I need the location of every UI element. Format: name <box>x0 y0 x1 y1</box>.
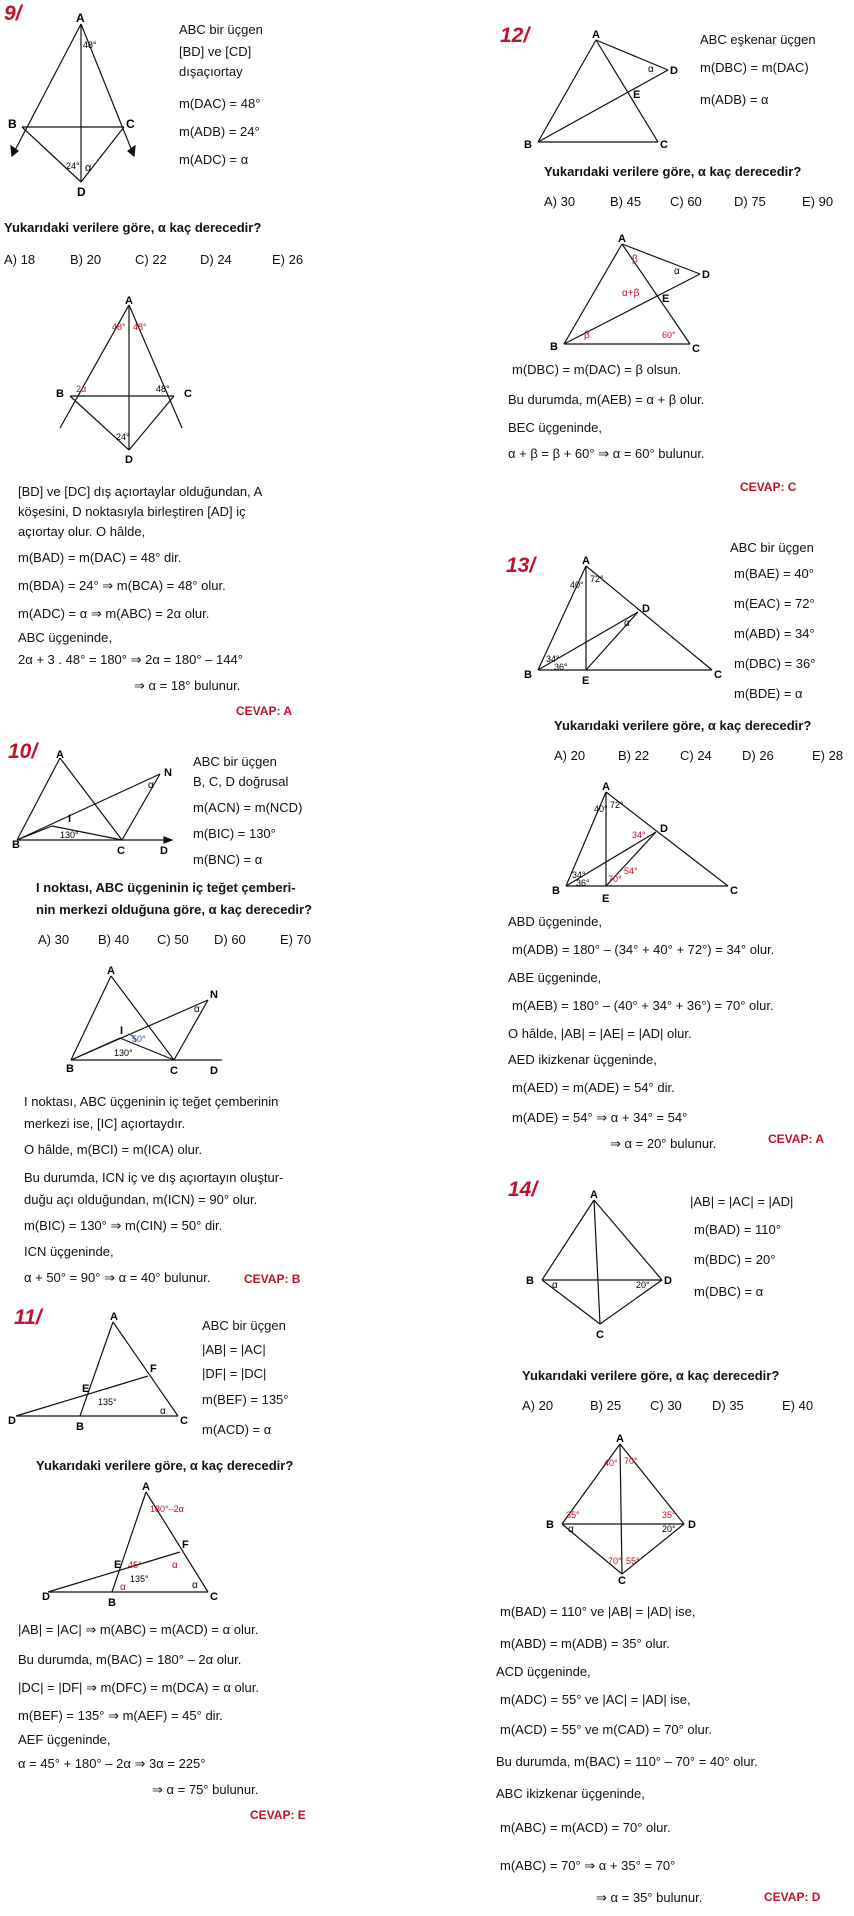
q13-given-5: m(DBC) = 36° <box>734 656 816 671</box>
angle-24: 24° <box>66 161 80 171</box>
q12-given-3: m(ADB) = α <box>700 92 769 107</box>
label-a: A <box>125 295 133 307</box>
label-d: D <box>125 454 133 466</box>
q11-given-4: m(BEF) = 135° <box>202 1392 289 1407</box>
q9-solution-3: açıortay olur. O hâlde, <box>18 524 146 539</box>
label-n: N <box>164 767 172 779</box>
angle-40: 40° <box>604 1458 618 1468</box>
label-d: D <box>42 1591 50 1603</box>
q14-given-1: |AB| = |AC| = |AD| <box>690 1194 794 1209</box>
angle-24: 24° <box>116 432 130 442</box>
q12-given-1: ABC eşkenar üçgen <box>700 32 816 47</box>
angle-72: 72° <box>590 574 604 584</box>
label-c: C <box>692 343 700 355</box>
q12-figure <box>520 30 680 150</box>
angle-70-c: 70° <box>608 1556 622 1566</box>
label-a: A <box>582 555 590 567</box>
q9-option-a: A) 18 <box>4 252 36 267</box>
q13-solution-figure <box>552 782 742 906</box>
q14-question: Yukarıdaki verilere göre, α kaç derecedir? <box>522 1368 780 1383</box>
label-b: B <box>66 1063 74 1075</box>
q10-given-5: m(BNC) = α <box>193 852 263 867</box>
q9-option-c: C) 22 <box>135 252 167 267</box>
angle-20: 20° <box>636 1280 650 1290</box>
label-b: B <box>526 1275 534 1287</box>
angle-135: 135° <box>98 1397 117 1407</box>
q9-given-6: m(ADC) = α <box>179 152 249 167</box>
q13-solution-6: AED ikizkenar üçgeninde, <box>508 1052 657 1067</box>
label-c: C <box>117 845 125 857</box>
q14-option-a: A) 20 <box>522 1398 554 1413</box>
q14-option-d: D) 35 <box>712 1398 744 1413</box>
label-a: A <box>602 781 610 793</box>
angle-50: 50° <box>132 1034 146 1044</box>
label-c: C <box>596 1329 604 1341</box>
q9-option-e: E) 26 <box>272 252 304 267</box>
label-d: D <box>210 1065 218 1077</box>
q10-option-d: D) 60 <box>214 932 246 947</box>
q13-option-e: E) 28 <box>812 748 844 763</box>
q9-given-4: m(DAC) = 48° <box>179 96 261 111</box>
q11-solution-4: m(BEF) = 135° ⇒ m(AEF) = 45° dir. <box>18 1708 223 1723</box>
label-d: D <box>642 603 650 615</box>
q11-given-5: m(ACD) = α <box>202 1422 272 1437</box>
label-b: B <box>108 1597 116 1609</box>
angle-35-b: 35° <box>566 1510 580 1520</box>
q13-solution-4: m(AEB) = 180° – (40° + 34° + 36°) = 70° olur. <box>512 998 774 1013</box>
label-c: C <box>660 139 668 151</box>
question-number-11: 11/ <box>14 1306 42 1329</box>
q11-solution-3: |DC| = |DF| ⇒ m(DFC) = m(DCA) = α olur. <box>18 1680 260 1695</box>
label-e: E <box>602 893 610 905</box>
angle-45: 45° <box>128 1560 142 1570</box>
question-number-9: 9/ <box>4 2 22 25</box>
q11-given-3: |DF| = |DC| <box>202 1366 267 1381</box>
angle-48: 48° <box>83 40 97 50</box>
angle-alpha: α <box>194 1004 200 1015</box>
label-d: D <box>702 269 710 281</box>
q11-solution-7: ⇒ α = 75° bulunur. <box>152 1782 259 1797</box>
q13-given-1: ABC bir üçgen <box>730 540 814 555</box>
question-number-12: 12/ <box>500 24 530 47</box>
label-a: A <box>110 1311 118 1323</box>
q14-solution-9: m(ABC) = 70° ⇒ α + 35° = 70° <box>500 1858 676 1873</box>
angle-70-a: 70° <box>624 1456 638 1466</box>
angle-20: 20° <box>662 1524 676 1534</box>
angle-alpha-f: α <box>172 1560 178 1571</box>
label-a: A <box>142 1481 150 1493</box>
angle-36: 36° <box>576 878 590 888</box>
q9-solution-8: 2α + 3 . 48° = 180° ⇒ 2α = 180° – 144° <box>18 652 243 667</box>
q9-solution-figure <box>54 295 214 470</box>
label-b: B <box>524 139 532 151</box>
q11-given-1: ABC bir üçgen <box>202 1318 286 1333</box>
question-number-10: 10/ <box>8 740 38 763</box>
q11-given-2: |AB| = |AC| <box>202 1342 266 1357</box>
angle-alpha: α <box>568 1524 574 1535</box>
q9-solution-2: köşesini, D noktasıyla birleştiren [AD] iç <box>18 504 246 519</box>
label-i: I <box>68 813 72 825</box>
q10-solution-2: merkezi ise, [IC] açıortaydır. <box>24 1116 186 1131</box>
label-i: I <box>120 1025 124 1037</box>
q10-option-e: E) 70 <box>280 932 312 947</box>
label-a: A <box>76 11 85 25</box>
q14-solution-7: ABC ikizkenar üçgeninde, <box>496 1786 645 1801</box>
label-c: C <box>126 117 135 131</box>
q9-figure <box>6 11 166 204</box>
label-d: D <box>664 1275 672 1287</box>
angle-alpha: α <box>160 1406 166 1417</box>
q9-solution-5: m(BDA) = 24° ⇒ m(BCA) = 48° olur. <box>18 578 226 593</box>
label-d: D <box>8 1415 16 1427</box>
label-e: E <box>114 1559 122 1571</box>
label-d: D <box>77 185 86 199</box>
q14-given-2: m(BAD) = 110° <box>694 1222 781 1237</box>
angle-55: 55° <box>626 1556 640 1566</box>
label-c: C <box>184 388 192 400</box>
q13-option-c: C) 24 <box>680 748 712 763</box>
q14-solution-1: m(BAD) = 110° ve |AB| = |AD| ise, <box>500 1604 696 1619</box>
angle-34-d: 34° <box>632 830 646 840</box>
label-a: A <box>590 1189 598 1201</box>
q13-option-b: B) 22 <box>618 748 650 763</box>
q13-solution-9: ⇒ α = 20° bulunur. <box>610 1136 717 1151</box>
label-d: D <box>688 1519 696 1531</box>
q14-solution-8: m(ABC) = m(ACD) = 70° olur. <box>500 1820 671 1835</box>
q10-given-1: ABC bir üçgen <box>193 754 277 769</box>
q14-solution-figure <box>546 1433 706 1587</box>
q9-question: Yukarıdaki verilere göre, α kaç derecedir? <box>4 220 262 235</box>
q14-figure <box>526 1190 686 1340</box>
q9-solution-1: [BD] ve [DC] dış açıortaylar olduğundan, A <box>18 484 263 499</box>
q14-option-e: E) 40 <box>782 1398 814 1413</box>
q14-option-c: C) 30 <box>650 1398 682 1413</box>
label-n: N <box>210 989 218 1001</box>
q10-solution-7: ICN üçgeninde, <box>24 1244 114 1259</box>
q13-given-2: m(BAE) = 40° <box>734 566 814 581</box>
angle-70: 70° <box>608 874 622 884</box>
q9-given-5: m(ADB) = 24° <box>179 124 260 139</box>
q12-given-2: m(DBC) = m(DAC) <box>700 60 809 75</box>
q11-solution-2: Bu durumda, m(BAC) = 180° – 2α olur. <box>18 1652 242 1667</box>
q13-option-d: D) 26 <box>742 748 774 763</box>
label-a: A <box>618 233 626 245</box>
q10-option-c: C) 50 <box>157 932 189 947</box>
label-d: D <box>660 823 668 835</box>
angle-alpha: α <box>148 780 154 791</box>
q13-question: Yukarıdaki verilere göre, α kaç derecedir? <box>554 718 812 733</box>
q12-solution-3: BEC üçgeninde, <box>508 420 602 435</box>
q12-solution-4: α + β = β + 60° ⇒ α = 60° bulunur. <box>508 446 705 461</box>
q9-solution-6: m(ADC) = α ⇒ m(ABC) = 2α olur. <box>18 606 210 621</box>
q9-given-2: [BD] ve [CD] <box>179 44 252 59</box>
angle-34: 34° <box>572 870 586 880</box>
q10-solution-3: O hâlde, m(BCI) = m(ICA) olur. <box>24 1142 203 1157</box>
q10-given-2: B, C, D doğrusal <box>193 774 289 789</box>
q9-answer: CEVAP: A <box>236 704 293 718</box>
q9-solution-9: ⇒ α = 18° bulunur. <box>134 678 241 693</box>
angle-40: 40° <box>594 804 608 814</box>
q13-solution-1: ABD üçgeninde, <box>508 914 602 929</box>
q10-solution-6: m(BIC) = 130° ⇒ m(CIN) = 50° dir. <box>24 1218 223 1233</box>
label-c: C <box>618 1575 626 1587</box>
label-e: E <box>82 1383 90 1395</box>
q13-given-4: m(ABD) = 34° <box>734 626 815 641</box>
q10-solution-4: Bu durumda, ICN iç ve dış açıortayın oluştur- <box>24 1170 284 1185</box>
q14-solution-2: m(ABD) = m(ADB) = 35° olur. <box>500 1636 670 1651</box>
q12-option-c: C) 60 <box>670 194 702 209</box>
label-a: A <box>56 749 64 761</box>
label-f: F <box>150 1363 157 1375</box>
q14-given-4: m(DBC) = α <box>694 1284 764 1299</box>
q14-solution-4: m(ADC) = 55° ve |AC| = |AD| ise, <box>500 1692 691 1707</box>
q10-option-a: A) 30 <box>38 932 70 947</box>
q12-option-b: B) 45 <box>610 194 642 209</box>
label-b: B <box>552 885 560 897</box>
label-b: B <box>546 1519 554 1531</box>
angle-48-right: 48° <box>133 322 147 332</box>
angle-60: 60° <box>662 330 676 340</box>
angle-2a: 2α <box>76 384 87 394</box>
q10-solution-figure <box>66 965 236 1080</box>
angle-alpha: α <box>85 162 92 174</box>
q13-given-3: m(EAC) = 72° <box>734 596 815 611</box>
q14-solution-10: ⇒ α = 35° bulunur. <box>596 1890 703 1905</box>
q9-given-3: dışaçıortay <box>179 64 243 79</box>
question-number-14: 14/ <box>508 1178 538 1201</box>
q12-answer: CEVAP: C <box>740 480 797 494</box>
label-c: C <box>180 1415 188 1427</box>
angle-alpha: α <box>674 266 680 277</box>
q14-solution-3: ACD üçgeninde, <box>496 1664 591 1679</box>
q13-answer: CEVAP: A <box>768 1132 825 1146</box>
q9-given-1: ABC bir üçgen <box>179 22 263 37</box>
angle-beta-b: β <box>584 330 590 341</box>
q12-solution-2: Bu durumda, m(AEB) = α + β olur. <box>508 392 705 407</box>
label-c: C <box>210 1591 218 1603</box>
q12-option-e: E) 90 <box>802 194 834 209</box>
label-a: A <box>616 1433 624 1445</box>
question-number-13: 13/ <box>506 554 536 577</box>
q14-option-b: B) 25 <box>590 1398 622 1413</box>
q9-option-b: B) 20 <box>70 252 102 267</box>
q10-given-3: m(ACN) = m(NCD) <box>193 800 303 815</box>
q14-given-3: m(BDC) = 20° <box>694 1252 776 1267</box>
angle-40: 40° <box>570 580 584 590</box>
angle-48-c: 48° <box>156 384 170 394</box>
angle-130: 130° <box>114 1048 133 1058</box>
angle-130: 130° <box>60 830 79 840</box>
angle-alpha: α <box>648 64 654 75</box>
q13-figure <box>520 552 730 687</box>
label-b: B <box>56 388 64 400</box>
label-e: E <box>662 293 670 305</box>
q10-question-2: nin merkezi olduğuna göre, α kaç derecedir? <box>36 902 313 917</box>
q12-option-d: D) 75 <box>734 194 766 209</box>
angle-alpha: α <box>624 618 630 629</box>
angle-alpha-b: α <box>120 1582 126 1593</box>
q11-solution-figure <box>42 1481 232 1609</box>
angle-36: 36° <box>554 662 568 672</box>
label-c: C <box>170 1065 178 1077</box>
label-d: D <box>670 65 678 77</box>
angle-135: 135° <box>130 1574 149 1584</box>
angle-72: 72° <box>610 800 624 810</box>
q11-solution-5: AEF üçgeninde, <box>18 1732 111 1747</box>
q9-solution-7: ABC üçgeninde, <box>18 630 112 645</box>
q10-solution-8: α + 50° = 90° ⇒ α = 40° bulunur. <box>24 1270 211 1285</box>
q13-option-a: A) 20 <box>554 748 586 763</box>
angle-alpha-beta: α+β <box>622 288 640 299</box>
q13-solution-2: m(ADB) = 180° – (34° + 40° + 72°) = 34° olur. <box>512 942 775 957</box>
label-b: B <box>8 117 17 131</box>
q10-question-1: I noktası, ABC üçgeninin iç teğet çemberi- <box>36 880 296 895</box>
label-e: E <box>633 89 641 101</box>
q12-question: Yukarıdaki verilere göre, α kaç derecedir? <box>544 164 802 179</box>
q12-solution-figure <box>550 234 720 356</box>
angle-54: 54° <box>624 866 638 876</box>
angle-alpha: α <box>552 1280 558 1291</box>
q13-solution-7: m(AED) = m(ADE) = 54° dir. <box>512 1080 675 1095</box>
q14-solution-5: m(ACD) = 55° ve m(CAD) = 70° olur. <box>500 1722 712 1737</box>
label-c: C <box>730 885 738 897</box>
q12-option-a: A) 30 <box>544 194 576 209</box>
q10-given-4: m(BIC) = 130° <box>193 826 276 841</box>
q9-option-d: D) 24 <box>200 252 232 267</box>
label-c: C <box>714 669 722 681</box>
label-b: B <box>76 1421 84 1433</box>
label-b: B <box>550 341 558 353</box>
label-d: D <box>160 845 168 857</box>
q11-figure <box>8 1311 188 1433</box>
label-e: E <box>582 675 590 687</box>
q9-solution-4: m(BAD) = m(DAC) = 48° dir. <box>18 550 182 565</box>
angle-48-left: 48° <box>112 322 126 332</box>
q10-option-b: B) 40 <box>98 932 130 947</box>
q11-answer: CEVAP: E <box>250 1808 306 1822</box>
angle-180-2a: 180°–2α <box>150 1504 184 1514</box>
q11-solution-1: |AB| = |AC| ⇒ m(ABC) = m(ACD) = α olur. <box>18 1622 259 1637</box>
label-a: A <box>107 965 115 977</box>
q11-solution-6: α = 45° + 180° – 2α ⇒ 3α = 225° <box>18 1756 206 1771</box>
angle-beta-a: β <box>632 254 638 265</box>
q14-solution-6: Bu durumda, m(BAC) = 110° – 70° = 40° olur. <box>496 1754 758 1769</box>
label-f: F <box>182 1539 189 1551</box>
q10-solution-1: I noktası, ABC üçgeninin iç teğet çemberinin <box>24 1094 279 1109</box>
q10-answer: CEVAP: B <box>244 1272 301 1286</box>
angle-34: 34° <box>546 654 560 664</box>
label-b: B <box>12 839 20 851</box>
q10-solution-5: duğu açı olduğundan, m(ICN) = 90° olur. <box>24 1192 258 1207</box>
q13-solution-8: m(ADE) = 54° ⇒ α + 34° = 54° <box>512 1110 688 1125</box>
angle-35-d: 35° <box>662 1510 676 1520</box>
q13-given-6: m(BDE) = α <box>734 686 803 701</box>
q12-solution-1: m(DBC) = m(DAC) = β olsun. <box>512 362 682 377</box>
angle-alpha-c: α <box>192 1580 198 1591</box>
label-b: B <box>524 669 532 681</box>
q11-question: Yukarıdaki verilere göre, α kaç derecedir? <box>36 1458 294 1473</box>
label-a: A <box>592 29 600 41</box>
q14-answer: CEVAP: D <box>764 1890 821 1904</box>
q13-solution-5: O hâlde, |AB| = |AE| = |AD| olur. <box>508 1026 692 1041</box>
q13-solution-3: ABE üçgeninde, <box>508 970 602 985</box>
